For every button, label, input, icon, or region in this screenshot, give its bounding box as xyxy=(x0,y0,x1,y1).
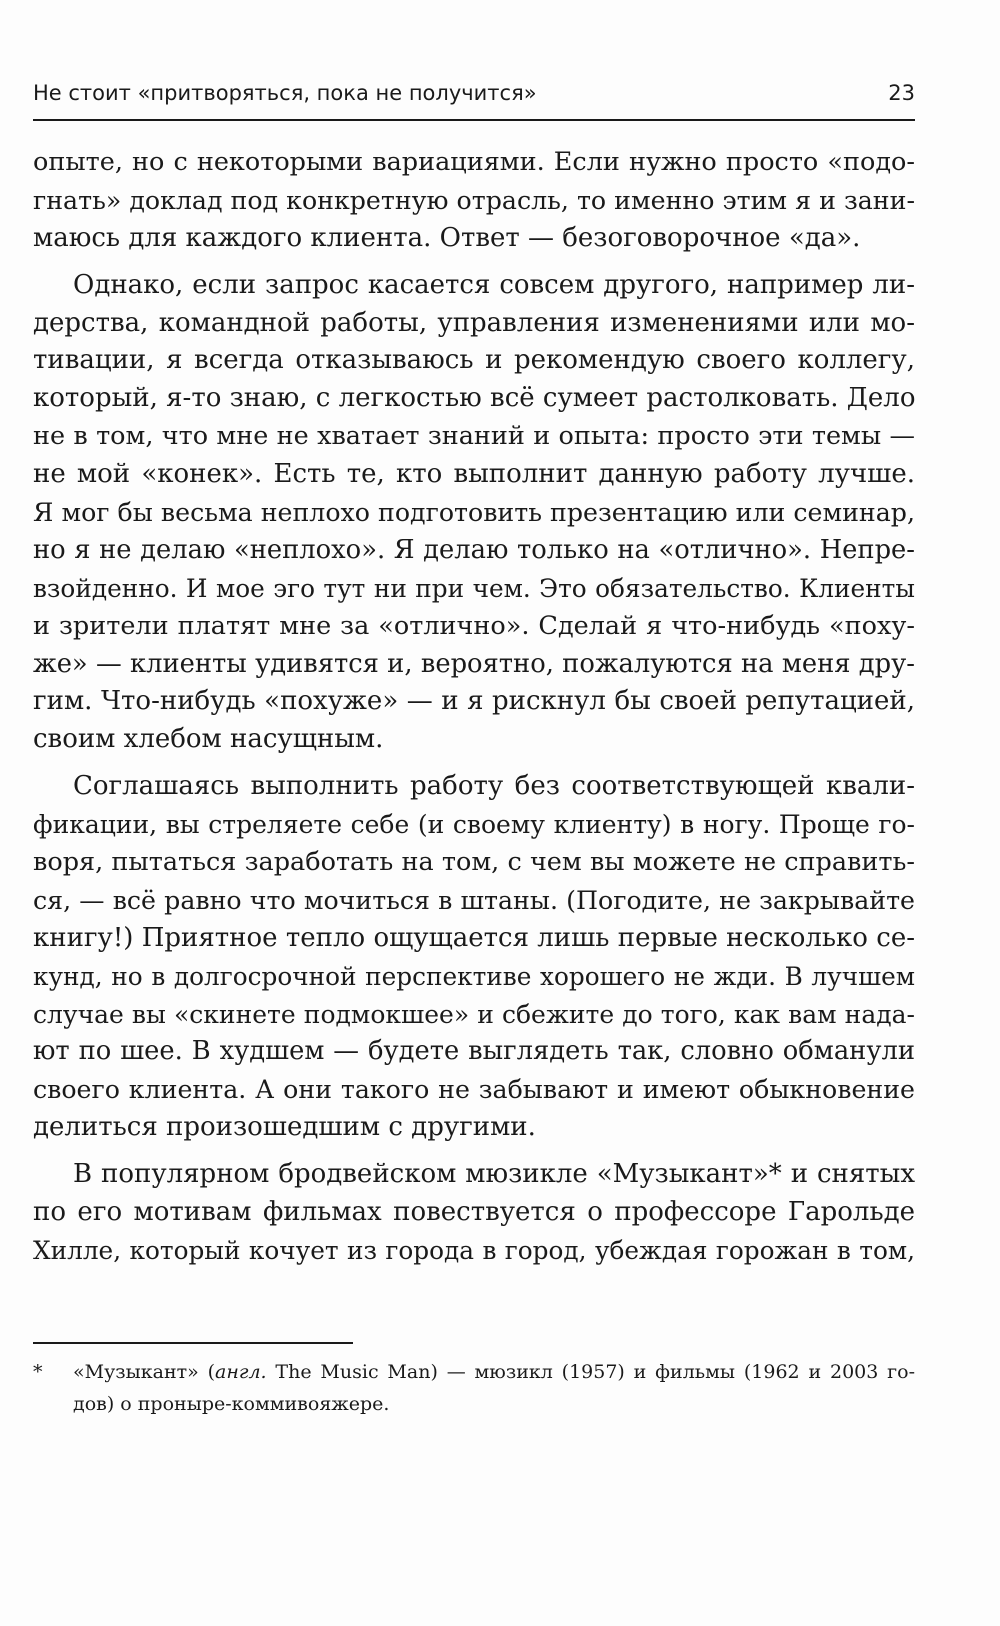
text-line: ют по шее. В худшем — будете выглядеть так, словно обманули xyxy=(33,1036,915,1067)
text-line: фикации, вы стреляете себе (и своему клиенту) в ногу. Проще го- xyxy=(33,810,915,840)
text-line: гнать» доклад под конкретную отрасль, то именно этим я и зани- xyxy=(33,185,915,215)
page-number: 23 xyxy=(888,81,915,105)
text-line: кунд, но в долгосрочной перспективе хорошего не жди. В лучшем xyxy=(33,961,915,991)
text-line: делиться произошедшим с другими. xyxy=(33,1112,536,1143)
text-line: своим хлебом насущным. xyxy=(33,724,384,755)
text-line: дерства, командной работы, управления изменениями или мо- xyxy=(33,307,915,338)
text-line: книгу!) Приятное тепло ощущается лишь первые несколько се- xyxy=(33,922,915,953)
text-line: воря, пытаться заработать на том, с чем вы можете не справить- xyxy=(33,847,915,878)
text-line: который, я-то знаю, с легкостью всё сумеет растолковать. Дело xyxy=(33,383,916,414)
text-line: Однако, если запрос касается совсем другого, например ли- xyxy=(73,269,915,300)
footnote-line: дов) о проныре-коммивояжере. xyxy=(73,1393,390,1415)
text-line: но я не делаю «неплохо». Я делаю только на «отлично». Непре- xyxy=(33,534,915,565)
body-text xyxy=(33,144,915,1270)
text-line: Хилле, который кочует из города в город, убеждая горожан в том, xyxy=(33,1235,915,1265)
text-line: и зрители платят мне за «отлично». Сделай я что-нибудь «поху- xyxy=(33,610,915,641)
text-line: случае вы «скинете подмокшее» и сбежите до того, как вам нада- xyxy=(33,999,915,1029)
header-rule xyxy=(33,119,915,121)
text-line: маюсь для каждого клиента. Ответ — безоговорочное «да». xyxy=(33,222,861,253)
text-line: по его мотивам фильмах повествуется о профессоре Гарольде xyxy=(33,1197,915,1228)
text-line: Соглашаясь выполнить работу без соответствующей квали- xyxy=(73,771,915,802)
text-line: не в том, что мне не хватает знаний и опыта: просто эти темы — xyxy=(33,421,915,452)
text-line: взойденно. И мое эго тут ни при чем. Это обязательство. Клиенты xyxy=(33,573,915,603)
text-line: ся, — всё равно что мочиться в штаны. (Погодите, не закрывайте xyxy=(33,885,915,915)
text-line: же» — клиенты удивятся и, вероятно, пожалуются на меня дру- xyxy=(33,648,915,679)
text-line: В популярном бродвейском мюзикле «Музыкант»* и снятых xyxy=(73,1159,915,1190)
text-line: гим. Что-нибудь «похуже» — и я рискнул бы своей репутацией, xyxy=(33,686,915,717)
text-line: своего клиента. А они такого не забывают и имеют обыкновение xyxy=(33,1075,915,1105)
text-line: Я мог бы весьма неплохо подготовить презентацию или семинар, xyxy=(33,498,915,528)
footnote xyxy=(33,1356,915,1420)
text-line: опыте, но с некоторыми вариациями. Если нужно просто «подо- xyxy=(33,147,915,177)
chapter-title: Не стоит «притворяться, пока не получится» xyxy=(33,81,537,105)
footnote-marker: * xyxy=(33,1361,43,1383)
running-head xyxy=(33,76,915,110)
text-line: тивации, я всегда отказываюсь и рекомендую своего коллегу, xyxy=(33,345,915,376)
footnote-rule xyxy=(33,1342,353,1344)
text-line: не мой «конек». Есть те, кто выполнит данную работу лучше. xyxy=(33,459,915,490)
footnote-line: «Музыкант» (англ. The Music Man) — мюзикл (1957) и фильмы (1962 и 2003 го- xyxy=(73,1361,915,1383)
